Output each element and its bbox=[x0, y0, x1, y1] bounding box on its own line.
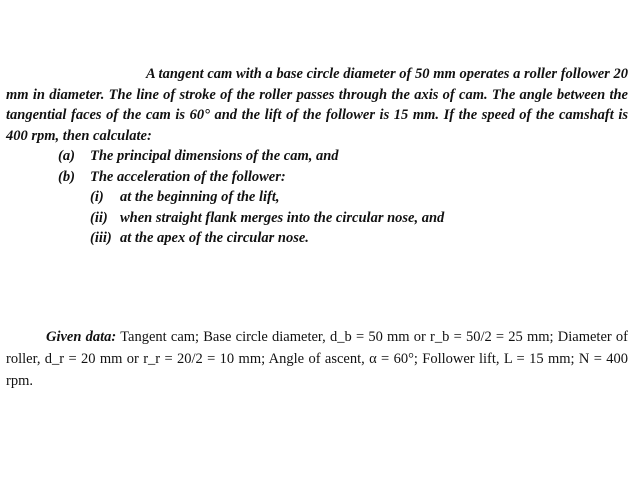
item-label: (b) bbox=[58, 168, 75, 185]
list-item bbox=[6, 146, 628, 167]
sub-list-item bbox=[6, 228, 628, 249]
subitem-label: (i) bbox=[90, 189, 104, 205]
subitem-label: (iii) bbox=[90, 230, 112, 246]
item-text: The principal dimensions of the cam, and bbox=[90, 148, 339, 164]
given-data-label: Given data: bbox=[46, 329, 117, 345]
sub-list-item bbox=[6, 208, 628, 229]
subitem-label: (ii) bbox=[90, 209, 108, 226]
list-item bbox=[6, 167, 628, 188]
problem-statement: A tangent cam with a base circle diameter of 50 mm operates a roller follower 20 mm in diameter. The line of stroke of the roller passes through the axis of cam. The angle between the tangential faces of the cam is 60° and the lift of the follower is 15 mm. If the speed of the camshaft is 400 rpm, then calculate: bbox=[6, 66, 628, 144]
problem-block bbox=[6, 64, 628, 249]
given-data-text: Tangent cam; Base circle diameter, d_b = 50 mm or r_b = 50/2 = 25 mm; Diameter of roller, d_r = 20 mm or r_r = 20/2 = 10 mm; Angle of ascent, α = 60°; Follower lift, L = 15 mm; N = 400 rpm. bbox=[6, 329, 628, 389]
item-label: (a) bbox=[58, 148, 75, 164]
item-text: The acceleration of the follower: bbox=[90, 168, 286, 185]
subitem-text: at the beginning of the lift, bbox=[120, 189, 280, 205]
given-data-block bbox=[6, 326, 628, 392]
sub-list-item bbox=[6, 187, 628, 208]
subitem-text: when straight flank merges into the circular nose, and bbox=[120, 209, 445, 226]
subitem-text: at the apex of the circular nose. bbox=[120, 230, 309, 246]
given-data-paragraph bbox=[6, 326, 628, 392]
